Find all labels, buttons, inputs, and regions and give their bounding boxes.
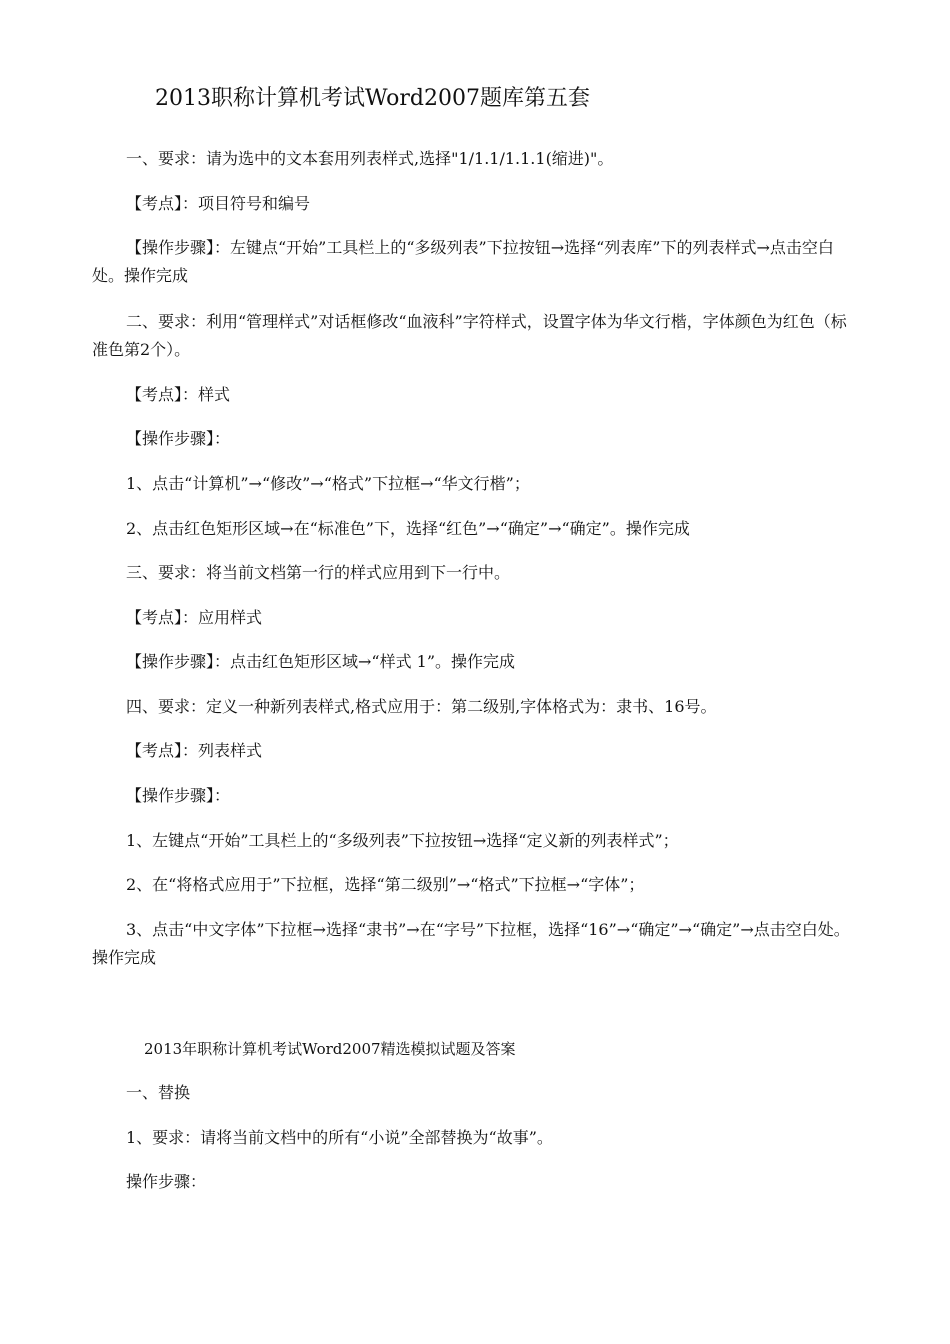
paragraph-q3-requirement: 三、要求：将当前文档第一行的样式应用到下一行中。 (126, 563, 511, 582)
paragraph-q1-steps: 【操作步骤】：左键点“开始”工具栏上的“多级列表”下拉按钮→选择“列表库”下的列表样式→点击空白处。操作完成 (92, 238, 834, 285)
section2-title: 2013年职称计算机考试Word2007精选模拟试题及答案 (144, 1040, 516, 1058)
paragraph-q3-keypoint: 【考点】：应用样式 (126, 608, 263, 627)
paragraph-q4-step-3: 3、点击“中文字体”下拉框→选择“隶书”→在“字号”下拉框，选择“16”→“确定”→“确定”→点击空白处。操作完成 (92, 920, 850, 967)
document-title: 2013职称计算机考试Word2007题库第五套 (155, 86, 590, 111)
paragraph-q4-keypoint: 【考点】：列表样式 (126, 741, 263, 760)
paragraph-s2-heading: 一、替换 (126, 1083, 191, 1102)
paragraph-q2-step-2: 2、点击红色矩形区域→在“标准色”下，选择“红色”→“确定”→“确定”。操作完成 (126, 519, 690, 538)
paragraph-q2-requirement: 二、要求：利用“管理样式”对话框修改“血液科”字符样式，设置字体为华文行楷，字体颜色为红色（标准色第2个）。 (92, 312, 847, 359)
paragraph-s2-requirement: 1、要求：请将当前文档中的所有“小说”全部替换为“故事”。 (126, 1128, 553, 1147)
paragraph-q4-requirement: 四、要求：定义一种新列表样式,格式应用于：第二级别,字体格式为：隶书、16号。 (126, 697, 717, 716)
paragraph-q2-steps-heading: 【操作步骤】： (126, 429, 231, 448)
paragraph-q4-step-2: 2、在“将格式应用于”下拉框，选择“第二级别”→“格式”下拉框→“字体”； (126, 875, 645, 894)
paragraph-q4-steps-heading: 【操作步骤】： (126, 786, 231, 805)
paragraph-s2-steps-heading: 操作步骤： (126, 1172, 207, 1191)
paragraph-q2-step-1: 1、点击“计算机”→“修改”→“格式”下拉框→“华文行楷”； (126, 474, 530, 493)
paragraph-q2-keypoint: 【考点】：样式 (126, 385, 231, 404)
paragraph-q3-steps: 【操作步骤】：点击红色矩形区域→“样式 1”。操作完成 (126, 652, 516, 671)
paragraph-q1-requirement: 一、要求：请为选中的文本套用列表样式,选择"1/1.1/1.1.1(缩进)"。 (126, 149, 614, 168)
paragraph-q4-step-1: 1、左键点“开始”工具栏上的“多级列表”下拉按钮→选择“定义新的列表样式”； (126, 831, 679, 850)
paragraph-q1-keypoint: 【考点】：项目符号和编号 (126, 194, 311, 213)
